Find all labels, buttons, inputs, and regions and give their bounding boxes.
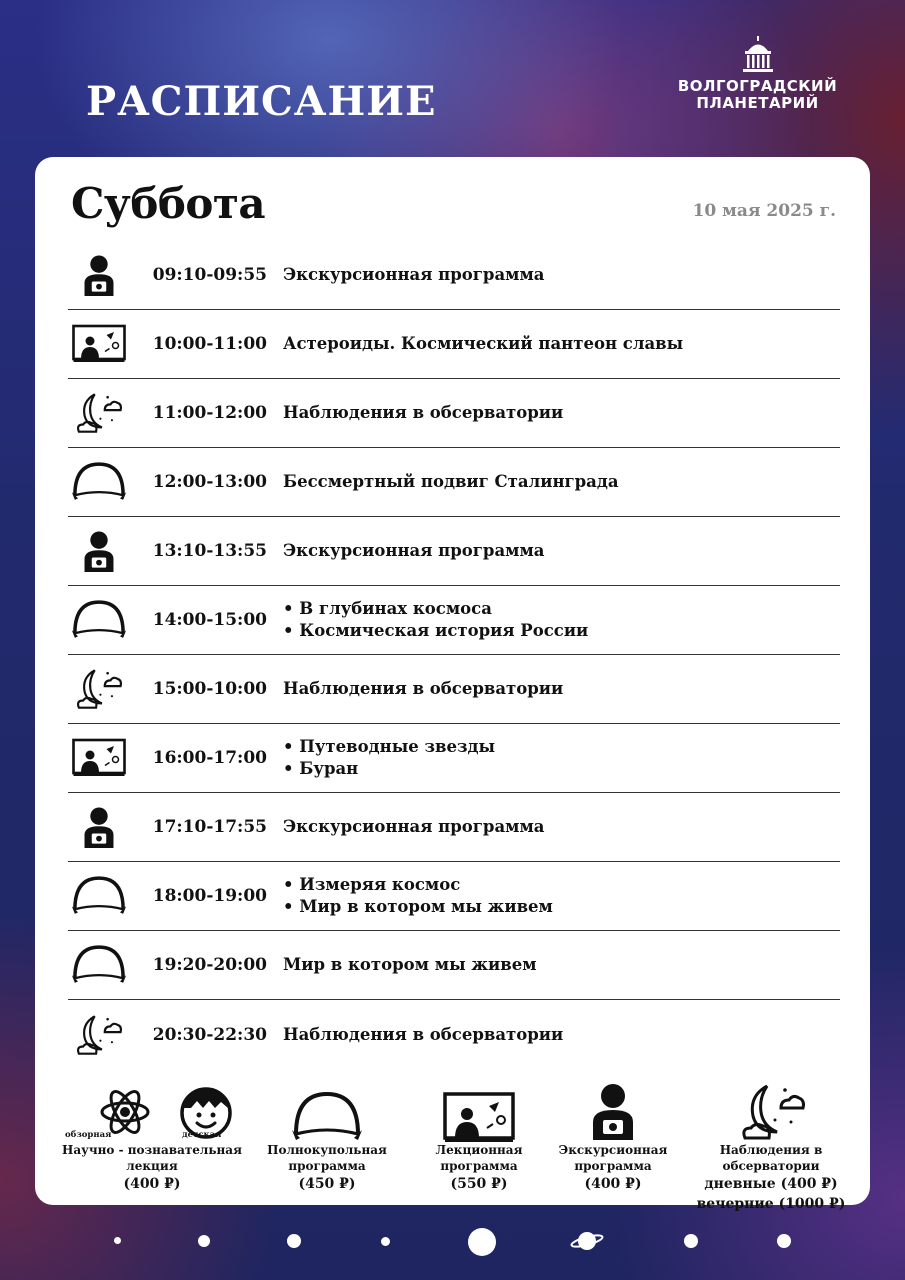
legend-lecture-program (409, 1082, 549, 1202)
guide-icon (68, 793, 130, 862)
moon-dot (468, 1228, 496, 1256)
legend-dome-price: (450 ₽) (298, 1176, 356, 1192)
schedule-row (68, 931, 840, 1000)
logo-line-2: ПЛАНЕТАРИЙ (696, 94, 819, 112)
observatory-icon (68, 655, 130, 724)
row-program (283, 954, 537, 976)
dome-icon (68, 448, 130, 517)
program-title: Экскурсионная программа (283, 265, 545, 284)
star-dot (777, 1234, 791, 1248)
legend-guide-program (543, 1082, 683, 1202)
guide-icon (68, 241, 130, 310)
legend (57, 1082, 857, 1212)
legend-science-lecture (57, 1082, 247, 1202)
legend-observatory-evening-price: вечерние (1000 ₽) (696, 1196, 846, 1212)
moon-clouds-icon (741, 1082, 805, 1142)
legend-science-small-left: обзорная (65, 1130, 112, 1140)
lecture-icon (68, 724, 130, 793)
program-title: • Буран (283, 759, 359, 778)
logo-line-1: ВОЛГОГРАДСКИЙ (677, 77, 838, 95)
star-dot (198, 1235, 210, 1247)
legend-guide-line2: программа (574, 1159, 652, 1173)
row-time: 12:00-13:00 (152, 472, 267, 492)
row-program (283, 874, 553, 918)
star-dot (381, 1237, 390, 1246)
guide-icon (68, 517, 130, 586)
schedule-row (68, 655, 840, 724)
row-program (283, 402, 563, 424)
legend-guide-price: (400 ₽) (584, 1176, 642, 1192)
legend-observatory-line1: Наблюдения в обсерватории (719, 1143, 823, 1173)
legend-guide-line1: Экскурсионная (558, 1143, 668, 1157)
row-program (283, 1024, 563, 1046)
program-title: • Измеряя космос (283, 875, 461, 894)
legend-lecture-price: (550 ₽) (450, 1176, 508, 1192)
program-title: • Космическая история России (283, 621, 589, 640)
row-time: 14:00-15:00 (152, 610, 267, 630)
program-title: Экскурсионная программа (283, 817, 545, 836)
legend-lecture-line2: программа (440, 1159, 518, 1173)
observatory-icon (68, 379, 130, 448)
legend-lecture-line1: Лекционная (435, 1143, 523, 1157)
row-time: 17:10-17:55 (152, 817, 267, 837)
program-title: Наблюдения в обсерватории (283, 403, 564, 422)
dome-icon (68, 862, 130, 931)
page-title: РАСПИСАНИЕ (86, 78, 437, 125)
schedule-row (68, 517, 840, 586)
dome-icon (68, 931, 130, 1000)
row-time: 13:10-13:55 (152, 541, 267, 561)
legend-observatory (671, 1082, 871, 1212)
legend-dome-line2: программа (288, 1159, 366, 1173)
row-time: 11:00-12:00 (152, 403, 267, 423)
schedule-row (68, 1000, 840, 1069)
row-program (283, 471, 619, 493)
legend-dome-program (257, 1082, 397, 1202)
row-time: 09:10-09:55 (152, 265, 267, 285)
guide-icon (591, 1082, 635, 1140)
schedule-list (68, 241, 840, 1069)
row-time: 19:20-20:00 (152, 955, 267, 975)
decorative-dots (0, 1220, 905, 1260)
schedule-row (68, 241, 840, 310)
star-dot (684, 1234, 698, 1248)
observatory-icon (68, 1000, 130, 1069)
schedule-row (68, 793, 840, 862)
row-time: 10:00-11:00 (152, 334, 267, 354)
day-title: Суббота (71, 179, 266, 228)
row-program (283, 540, 545, 562)
dome-icon (292, 1090, 362, 1144)
lecture-icon (443, 1092, 515, 1144)
program-title: Бессмертный подвиг Сталинграда (283, 472, 619, 491)
schedule-row (68, 586, 840, 655)
program-title: • Путеводные звезды (283, 737, 496, 756)
row-time: 20:30-22:30 (152, 1024, 267, 1045)
row-time: 15:00-10:00 (152, 679, 267, 699)
legend-dome-line1: Полнокупольная (267, 1143, 387, 1157)
program-title: • В глубинах космоса (283, 599, 492, 618)
lecture-icon (68, 310, 130, 379)
schedule-card (35, 157, 870, 1212)
schedule-row (68, 724, 840, 793)
legend-science-line2: лекция (126, 1159, 178, 1173)
schedule-row (68, 379, 840, 448)
row-program (283, 736, 495, 780)
row-program (283, 598, 588, 642)
program-title: Мир в котором мы живем (283, 955, 537, 974)
legend-observatory-day-price: дневные (400 ₽) (704, 1176, 838, 1192)
program-title: • Мир в котором мы живем (283, 897, 553, 916)
star-dot (114, 1237, 121, 1244)
row-time: 18:00-19:00 (152, 886, 267, 906)
program-title: Наблюдения в обсерватории (283, 679, 564, 698)
legend-science-price: (400 ₽) (123, 1176, 181, 1192)
program-title: Экскурсионная программа (283, 541, 545, 560)
schedule-row (68, 310, 840, 379)
row-program (283, 678, 563, 700)
schedule-row (68, 448, 840, 517)
legend-science-line1: Научно - познавательная (62, 1143, 242, 1157)
planetarium-logo (670, 36, 845, 112)
program-title: Наблюдения в обсерватории (283, 1024, 564, 1044)
program-title: Астероиды. Космический пантеон славы (283, 334, 684, 353)
dome-icon (68, 586, 130, 655)
row-program (283, 264, 545, 286)
schedule-row (68, 862, 840, 931)
row-program (283, 333, 683, 355)
planetarium-building-icon (741, 36, 775, 74)
row-program (283, 816, 545, 838)
legend-science-small-right: детская (182, 1130, 222, 1140)
planet-icon (570, 1229, 604, 1253)
star-dot (287, 1234, 301, 1248)
row-time: 16:00-17:00 (152, 748, 267, 768)
schedule-date: 10 мая 2025 г. (692, 201, 836, 221)
